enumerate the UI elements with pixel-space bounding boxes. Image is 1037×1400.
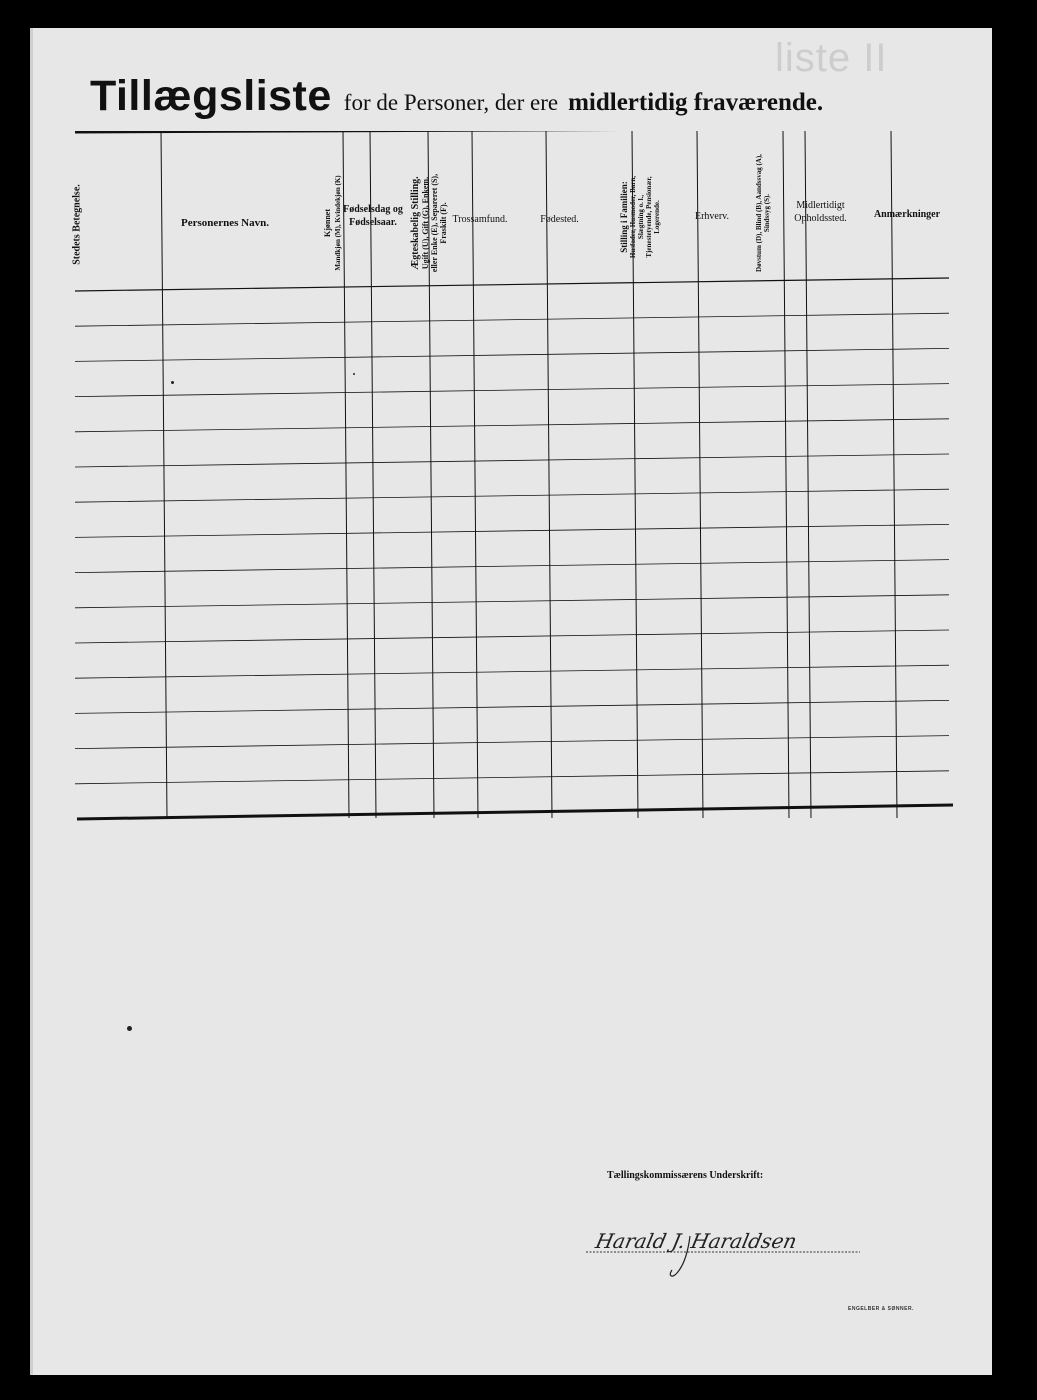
page-title — [90, 72, 823, 121]
header-stedets: Stedets Betegnelse. — [71, 184, 83, 265]
header-famil-sub1: Husfader, Husmoder, Barn, — [629, 175, 637, 259]
header-midl: Midlertidigt Opholdssted. — [794, 200, 847, 224]
header-aegt-sub2: eller Enke (E), Separeret (S), — [430, 173, 439, 273]
table-grid — [47, 131, 957, 826]
table-row-line — [75, 384, 949, 397]
table-row-line — [75, 700, 949, 713]
printer-mark: ENGELBER & SØNNER. — [848, 1306, 914, 1312]
header-anm: Anmærkninger — [873, 209, 941, 220]
table-row-line — [75, 595, 949, 608]
title-subtitle: for de Personer, der ere — [343, 90, 559, 115]
table-row-line — [75, 489, 949, 502]
signature-label: Tællingskommissærens Underskrift: — [607, 1170, 764, 1181]
header-kjon-sub: Mandkjøn (M), Kvindekjøn (K) — [334, 175, 342, 271]
table-row-line — [75, 524, 949, 537]
header-famil-sub3: Tjenestetyende, Pensionær, — [645, 176, 653, 258]
header-fode: Fødested. — [540, 214, 579, 225]
header-aegt-sub1: Ugift (U), Gift (G), Enkem. — [421, 176, 430, 270]
column-line — [697, 131, 703, 818]
column-line — [370, 131, 376, 818]
table-row-line — [75, 736, 949, 749]
header-aegt-sub3: Fraskilt (F). — [439, 202, 448, 244]
table-row-line — [75, 313, 949, 326]
header-tro: Trossamfund. — [452, 214, 508, 225]
table-row-line — [75, 454, 949, 467]
column-line — [805, 131, 811, 818]
header-aegt-title: Ægteskabelig Stilling. — [410, 176, 421, 270]
title-subtitle-bold: midlertidig fraværende. — [568, 89, 824, 116]
table-row-line — [75, 348, 949, 361]
column-line — [783, 131, 789, 818]
table-bottom-rule — [77, 805, 953, 819]
header-navn: Personernes Navn. — [181, 217, 269, 229]
ink-speck — [171, 381, 174, 384]
column-line — [472, 131, 478, 818]
header-famil — [619, 152, 661, 282]
header-dov: Døvstum (D), Blind (B), Aandssvag (A), Sindssyg (S). — [755, 154, 771, 272]
table-row-line — [75, 665, 949, 678]
header-kjon-title: Kjønnet — [323, 209, 332, 237]
census-table — [47, 131, 957, 826]
ink-speck — [353, 373, 355, 375]
column-line — [343, 131, 349, 818]
table-row-line — [75, 771, 949, 784]
signature-text: Harald J. Haraldsen — [593, 1229, 800, 1253]
column-line — [161, 131, 167, 818]
header-famil-title: Stilling i Familien: — [619, 181, 629, 253]
ink-speck — [127, 1026, 132, 1031]
header-aegt — [410, 158, 448, 288]
signature — [580, 1222, 870, 1297]
column-line — [891, 131, 897, 818]
header-famil-sub2: Slægtning o. l., — [637, 194, 645, 240]
column-line — [546, 131, 552, 818]
table-row-line — [75, 630, 949, 643]
header-fodsel: Fødselsdag og Fødselsaar. — [343, 204, 403, 228]
header-kjon — [323, 163, 343, 283]
table-row-line — [75, 560, 949, 573]
table-top-rule — [75, 131, 947, 132]
signature-image — [580, 1222, 870, 1292]
header-erhverv: Erhverv. — [694, 211, 730, 222]
header-bottom-rule — [75, 278, 949, 291]
title-main: Tillægsliste — [90, 72, 332, 120]
table-row-line — [75, 419, 949, 432]
header-famil-sub4: Logerende. — [653, 200, 661, 234]
ghost-list-label: liste II — [775, 36, 888, 80]
